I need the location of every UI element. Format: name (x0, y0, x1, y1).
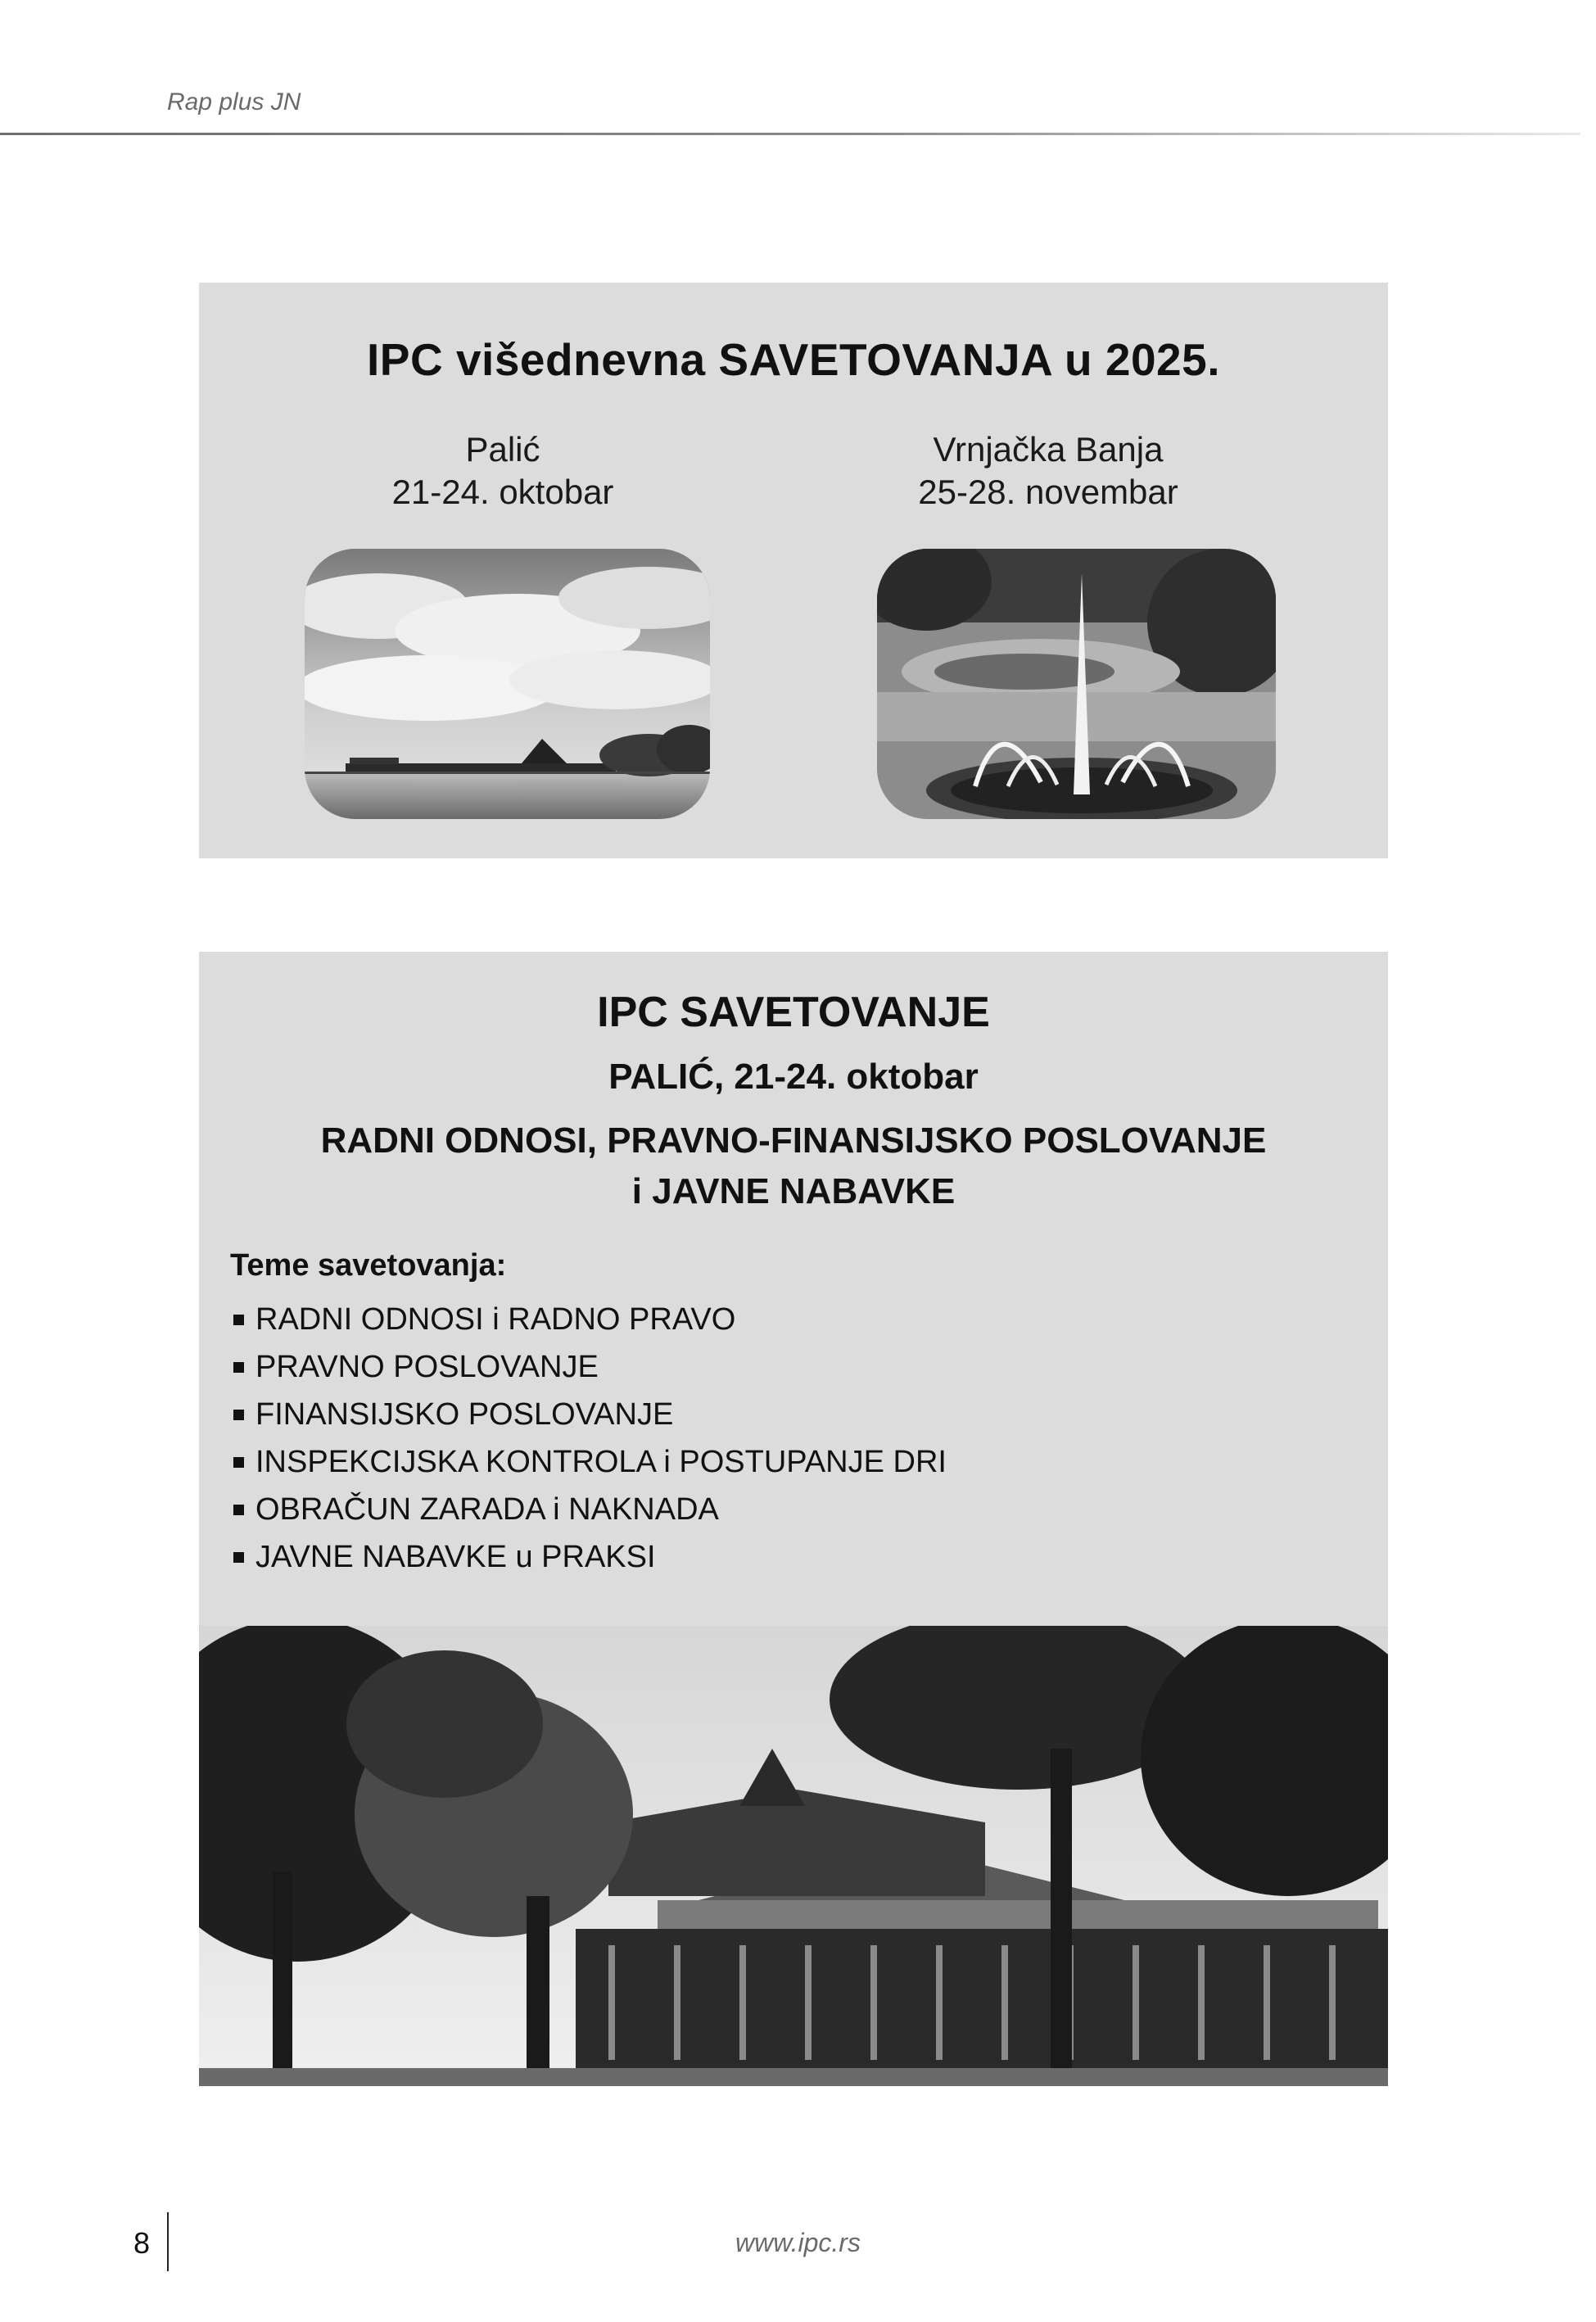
list-item (230, 1391, 947, 1438)
conference-heading-line2: i JAVNE NABAVKE (631, 1171, 956, 1211)
location-place: Vrnjačka Banja (933, 430, 1164, 468)
topics-label: Teme savetovanja: (230, 1248, 507, 1283)
bullet-square-icon (233, 1457, 244, 1468)
location-palic (290, 428, 716, 514)
conference-location-dates: PALIĆ, 21-24. oktobar (608, 1057, 979, 1097)
bullet-square-icon (233, 1552, 244, 1563)
running-header: Rap plus JN (167, 88, 301, 115)
topic-text: JAVNE NABAVKE u PRAKSI (255, 1540, 656, 1574)
page-number: 8 (133, 2226, 151, 2260)
multi-day-events-box (199, 283, 1388, 858)
topic-text: OBRAČUN ZARADA i NAKNADA (255, 1492, 719, 1527)
list-item (230, 1533, 947, 1581)
location-vrnjacka-banja (835, 428, 1261, 514)
header-rule (0, 133, 1580, 135)
topics-list (230, 1296, 947, 1581)
topic-text: RADNI ODNOSI i RADNO PRAVO (255, 1302, 736, 1337)
conference-heading-line1: RADNI ODNOSI, PRAVNO-FINANSIJSKO POSLOVANJE (320, 1120, 1267, 1161)
topic-text: PRAVNO POSLOVANJE (255, 1350, 599, 1384)
bullet-square-icon (233, 1362, 244, 1373)
list-item (230, 1296, 947, 1343)
conference-title: IPC SAVETOVANJE (597, 989, 990, 1036)
palic-conference-box (199, 952, 1388, 2086)
palic-lake-photo (305, 549, 710, 819)
list-item (230, 1343, 947, 1391)
location-place: Palić (465, 430, 540, 468)
footer-url[interactable]: www.ipc.rs (735, 2228, 861, 2257)
location-dates: 25-28. novembar (918, 473, 1178, 511)
list-item (230, 1486, 947, 1533)
location-dates: 21-24. oktobar (391, 473, 614, 511)
topic-text: FINANSIJSKO POSLOVANJE (255, 1397, 674, 1432)
bullet-square-icon (233, 1410, 244, 1420)
events-title: IPC višednevna SAVETOVANJA u 2025. (366, 334, 1221, 385)
bullet-square-icon (233, 1505, 244, 1515)
list-item (230, 1438, 947, 1486)
bullet-square-icon (233, 1315, 244, 1325)
conference-heading (199, 1116, 1388, 1217)
palic-pavilion-photo (199, 1626, 1388, 2086)
topic-text: INSPEKCIJSKA KONTROLA i POSTUPANJE DRI (255, 1445, 947, 1479)
vrnjacka-banja-fountain-photo (877, 549, 1276, 819)
